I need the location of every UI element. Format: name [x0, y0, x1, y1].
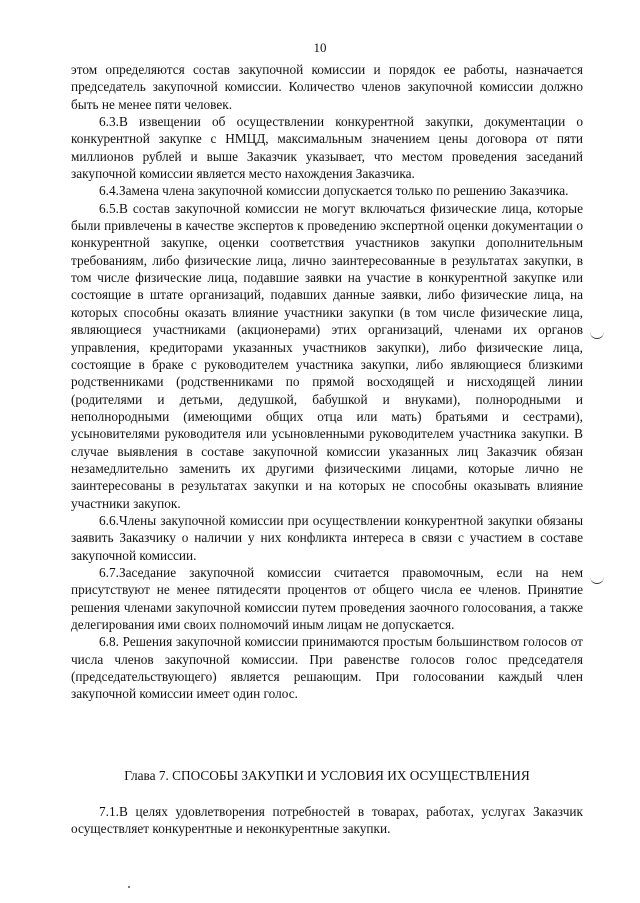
paragraph-continuation: этом определяются состав закупочной комиссии и порядок ее работы, назначается председатель закупочной комиссии. Количество членов закупочной комиссии должно быть не менее пяти человек.: [71, 62, 583, 112]
chapter-7-heading: Глава 7. СПОСОБЫ ЗАКУПКИ И УСЛОВИЯ ИХ ОСУЩЕСТВЛЕНИЯ: [124, 768, 530, 783]
paragraph-6-8: 6.8. Решения закупочной комиссии принимаются простым большинством голосов от числа членов закупочной комиссии. При равенстве голосов голос председателя (председательствующего) является решающим. При голосовании каждый член закупочной комиссии имеет один голос.: [71, 634, 583, 702]
paragraph-6-5: 6.5.В состав закупочной комиссии не могут включаться физические лица, которые были привлечены в качестве экспертов к проведению экспертной оценки документации о конкурентной закупке, оценки соответствия участников закупки дополнительным требованиям, либо физические лица, лично заинтересованные в результатах закупки, в том числе физические лица, подавшие заявки на участие в конкурентной закупке или состоящие в штате организаций, подавших данные заявки, либо физические лица, на которых способны оказать влияние участники закупки (в том числе физические лица, являющиеся участниками (акционерами) этих организаций, членами их органов управления, кредиторами указанных участников закупки), либо физические лица, состоящие в браке с руководителем участника закупки, либо являющиеся близкими родственниками (родственниками по прямой восходящей и нисходящей линии (родителями и детьми, дедушкой, бабушкой и внуками), полнородными и неполнородными (имеющими общих отца или мать) братьями и сестрами), усыновителями руководителя или усыновленными руководителем участника закупки. В случае выявления в составе закупочной комиссии указанных лиц Заказчик обязан незамедлительно заменить их другими физическими лицами, которые лично не заинтересованы в результатах закупки и на которых не способны оказывать влияние участники закупок.: [71, 200, 583, 511]
margin-mark: [590, 577, 604, 584]
page-number: 10: [313, 40, 327, 55]
scan-speck: [128, 886, 130, 888]
margin-mark: [590, 332, 604, 339]
paragraph-6-3: 6.3.В извещении об осуществлении конкурентной закупки, документации о конкурентной закупке с НМЦД, максимальным значением цены договора от пяти миллионов рублей и выше Заказчик указывает, что местом проведения заседаний закупочной комиссии является место нахождения Заказчика.: [71, 114, 583, 182]
section-6-text: [71, 61, 583, 703]
paragraph-7-1: 7.1.В целях удовлетворения потребностей в товарах, работах, услугах Заказчик осуществляет конкурентные и неконкурентные закупки.: [71, 804, 583, 837]
section-7-text: [71, 803, 583, 838]
paragraph-6-4: 6.4.Замена члена закупочной комиссии допускается только по решению Заказчика.: [99, 183, 569, 199]
paragraph-6-6: 6.6.Члены закупочной комиссии при осуществлении конкурентной закупки обязаны заявить Заказчику о наличии у них конфликта интереса в связи с участием в составе закупочной комиссии.: [71, 512, 583, 563]
paragraph-6-7: 6.7.Заседание закупочной комиссии считается правомочным, если на нем присутствуют не менее пятидесяти процентов от общего числа ее членов. Принятие решения членами закупочной комиссии путем проведения заочного голосования, а также делегирования ими своих полномочий иным лицам не допускается.: [71, 564, 583, 632]
